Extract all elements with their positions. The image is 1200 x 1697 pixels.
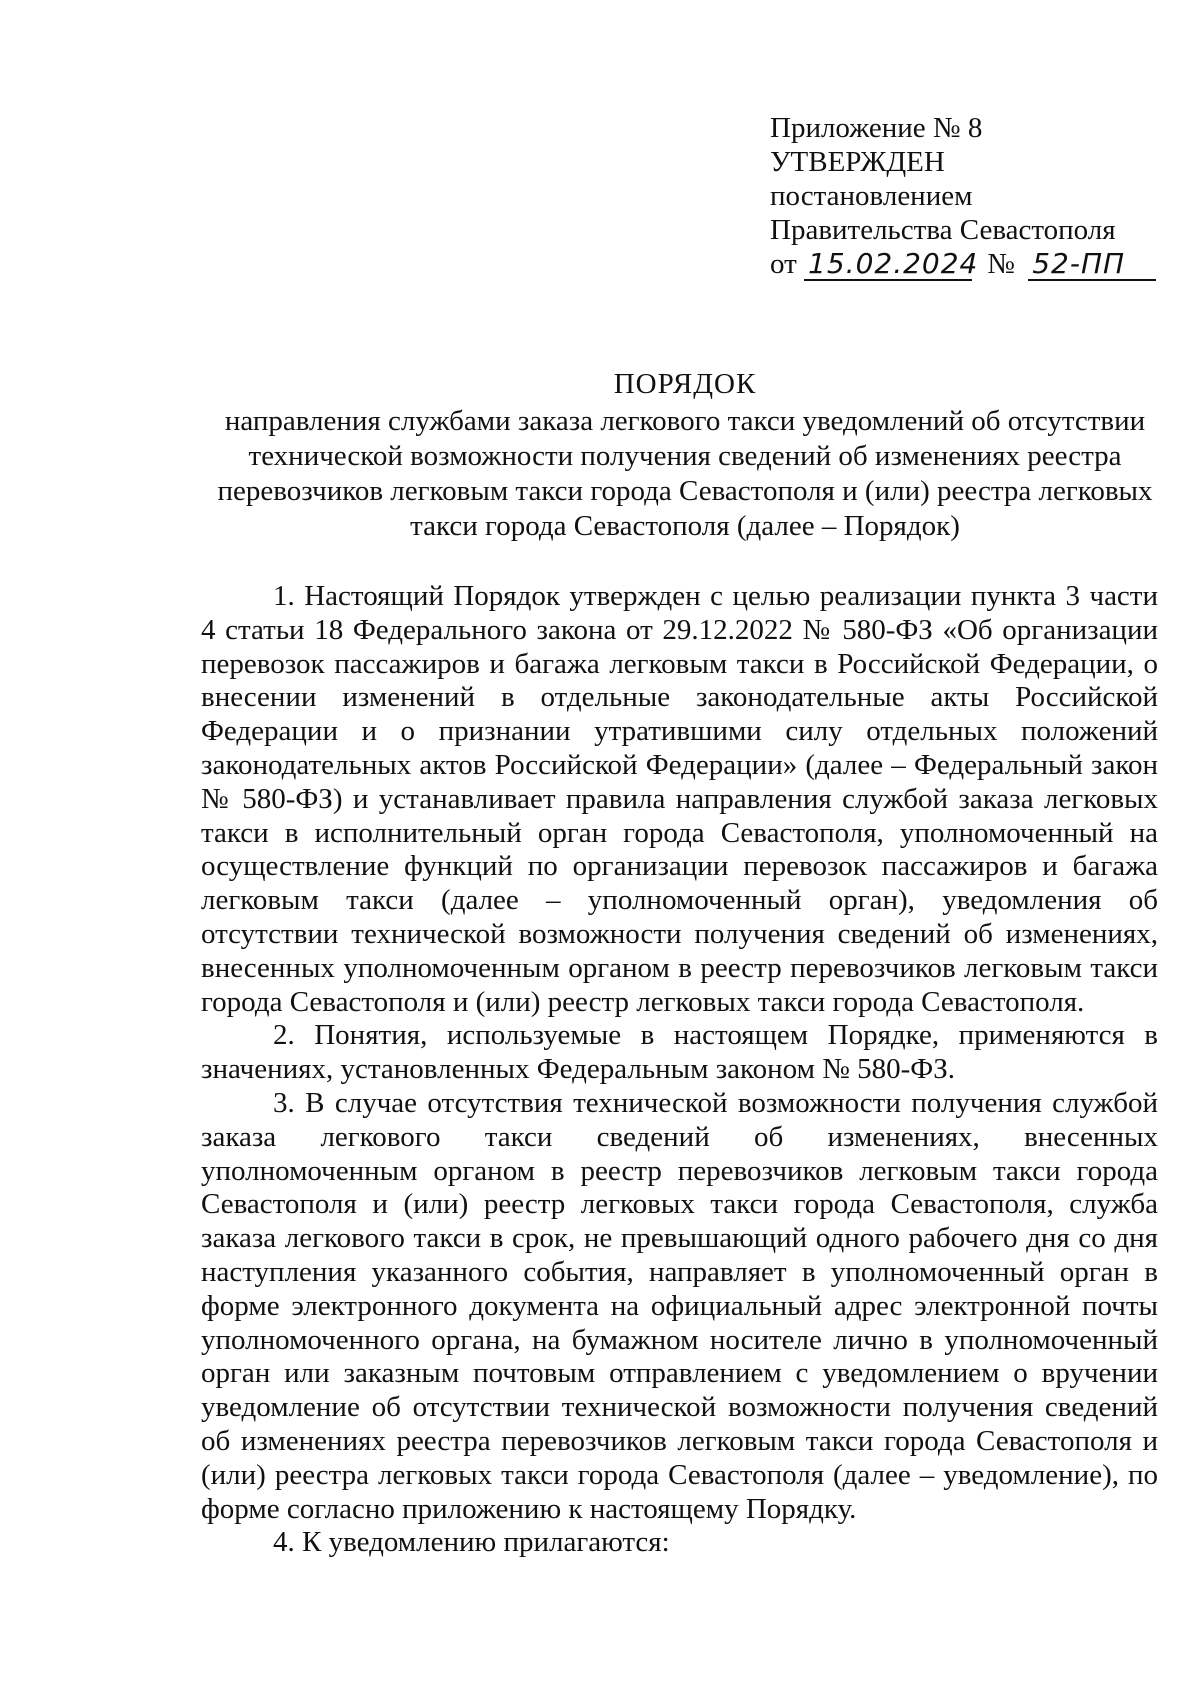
paragraph-4: 4. К уведомлению прилагаются: [273,1526,670,1559]
paragraph-2: 2. Понятия, используемые в настоящем Порядке, применяются в значениях, установленных Федеральным законом № 580-ФЗ. [201,1019,1158,1086]
date-prefix: от [770,248,797,280]
approval-block [770,111,1180,281]
decree-date-line [770,247,1180,281]
decree-date-handwritten: 15.02.2024 [804,249,972,281]
appendix-label: Приложение № 8 [770,112,983,144]
decree-label: постановлением [770,180,973,212]
approved-label: УТВЕРЖДЕН [770,146,945,178]
title-line: такси города Севастополя (далее – Порядок) [410,510,960,542]
title-heading: ПОРЯДОК [613,368,757,400]
paragraph-3: 3. В случае отсутствия технической возможности получения службой заказа легкового такси сведений об изменениях, внесенных уполномоченным органом в реестр перевозчиков легковым такси города Севастополя и (или) реестр легковых такси города Севастополя, служба заказа легкового такси в срок, не превышающий одного рабочего дня со дня наступления указанного события, направляет в уполномоченный орган в форме электронного документа на официальный адрес электронной почты уполномоченного органа, на бумажном носителе лично в уполномоченный орган или заказным почтовым отправлением с уведомлением о вручении уведомление об отсутствии технической возможности получения сведений об изменениях реестра перевозчиков легковым такси города Севастополя и (или) реестра легковых такси города Севастополя (далее – уведомление), по форме согласно приложению к настоящему Порядку. [201,1086,1158,1525]
document-body [201,580,1158,1560]
decree-number-handwritten: 52-ПП [1028,249,1156,281]
paragraph-1: 1. Настоящий Порядок утвержден с целью реализации пункта 3 части 4 статьи 18 Федерального закона от 29.12.2022 № 580-ФЗ «Об организации перевозок пассажиров и багажа легковым такси в Российской Федерации, о внесении изменений в отдельные законодательные акты Российской Федерации и о признании утратившими силу отдельных положений законодательных актов Российской Федерации» (далее – Федеральный закон № 580-ФЗ) и устанавливает правила направления службой заказа легковых такси в исполнительный орган города Севастополя, уполномоченный на осуществление функций по организации перевозок пассажиров и багажа легковым такси (далее – уполномоченный орган), уведомления об отсутствии технической возможности получения сведений об изменениях, внесенных уполномоченным органом в реестр перевозчиков легковым такси города Севастополя и (или) реестр легковых такси города Севастополя. [201,580,1158,1018]
title-line: направления службами заказа легкового такси уведомлений об отсутствии [224,405,1146,437]
government-label: Правительства Севастополя [770,214,1116,246]
title-line: перевозчиков легковым такси города Севастополя и (или) реестра легковых [217,475,1153,507]
title-line: технической возможности получения сведений об изменениях реестра [248,440,1122,472]
document-title [195,367,1175,544]
number-sign: № [987,248,1015,280]
